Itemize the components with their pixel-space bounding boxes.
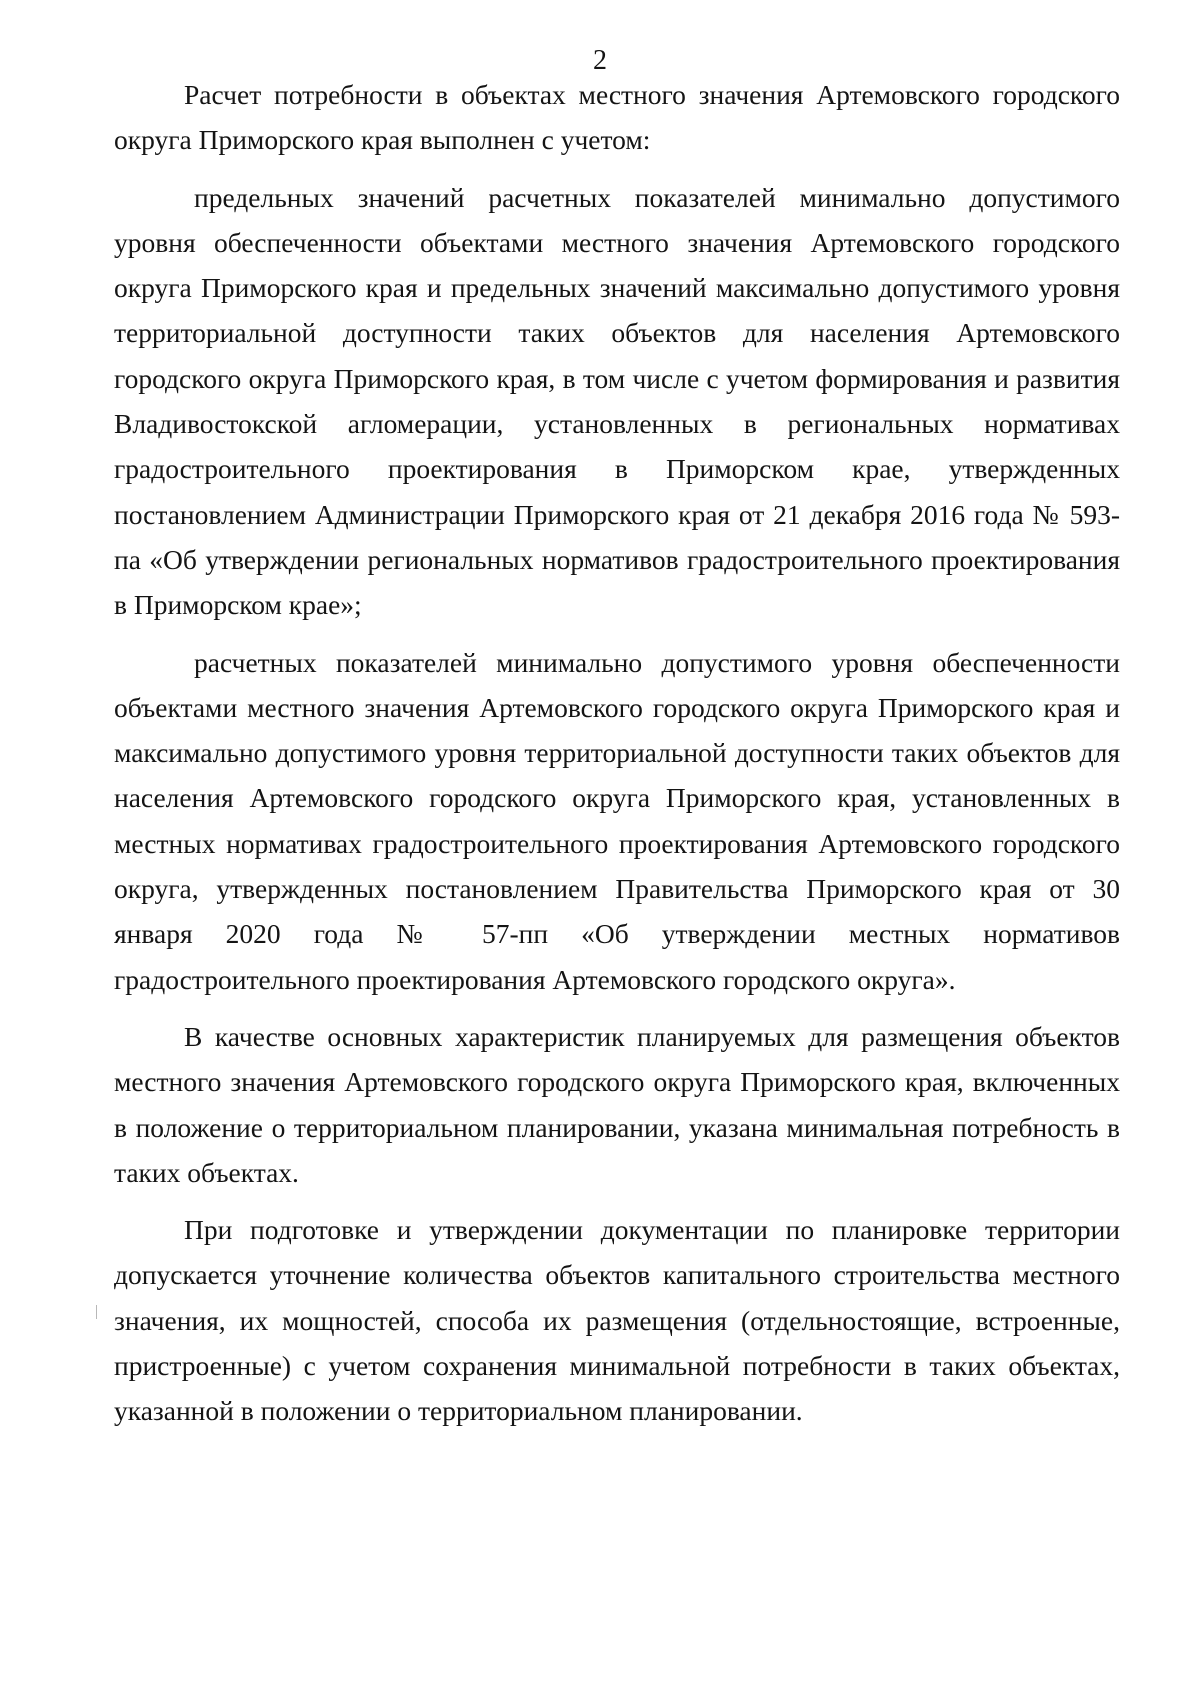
document-body — [114, 72, 1120, 1434]
paragraph-local-standards: расчетных показателей минимально допустимого уровня обеспеченности объектами местного значения Артемовского городского округа Приморского края и максимально допустимого уровня территориальной доступности таких объектов для населения Артемовского городского округа Приморского края, установленных в местных нормативах градостроительного проектирования Артемовского городского округа, утвержденных постановлением Правительства Приморского края от 30 января 2020 года № 57-пп «Об утверждении местных нормативов градостроительного проектирования Артемовского городского округа». — [114, 646, 1120, 995]
paragraph-characteristics: В качестве основных характеристик планируемых для размещения объектов местного значения Артемовского городского округа Приморского края, включенных в положение о территориальном планировании, указана минимальная потребность в таких объектах. — [114, 1020, 1120, 1188]
paragraph-planning-documentation: При подготовке и утверждении документации по планировке территории допускается уточнение количества объектов капитального строительства местного значения, их мощностей, способа их размещения (отдельностоящие, встроенные, пристроенные) с учетом сохранения минимальной потребности в таких объектах, указанной в положении о территориальном планировании. — [114, 1214, 1120, 1427]
page-number: 2 — [593, 45, 607, 76]
paragraph-regional-standards: предельных значений расчетных показателей минимально допустимого уровня обеспеченности объектами местного значения Артемовского городского округа Приморского края и предельных значений максимально допустимого уровня территориальной доступности таких объектов для населения Артемовского городского округа Приморского края, в том числе с учетом формирования и развития Владивостокской агломерации, установленных в региональных нормативах градостроительного проектирования в Приморском крае, утвержденных постановлением Администрации Приморского края от 21 декабря 2016 года № 593-па «Об утверждении региональных нормативов градостроительного проектирования в Приморском крае»; — [114, 181, 1120, 621]
scan-artifact-mark — [96, 1305, 97, 1319]
paragraph-intro: Расчет потребности в объектах местного значения Артемовского городского округа Приморского края выполнен с учетом: — [114, 79, 1120, 156]
